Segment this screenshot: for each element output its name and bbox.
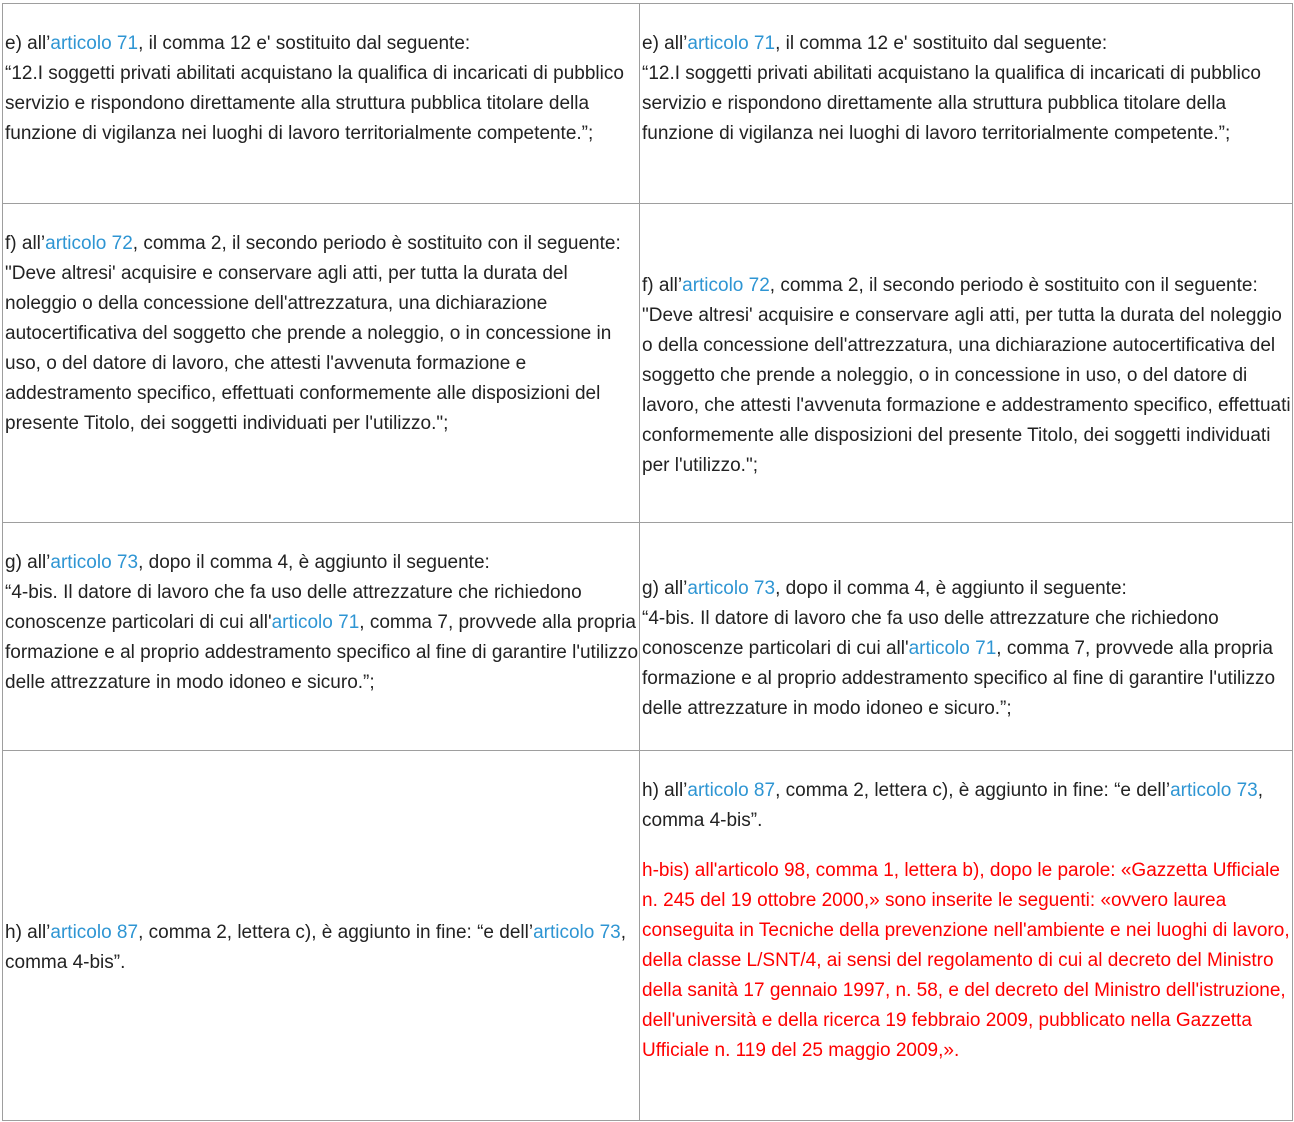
cell-old-text — [3, 204, 640, 523]
clause-text: e) all’articolo 71, il comma 12 e' sostituito dal seguente: “12.I soggetti privati abilitati acquistano la qualifica di incaricati di pubblico servizio e rispondono direttamente alla struttura pubblica titolare della funzione di vigilanza nei luoghi di lavoro territorialmente competente.”; — [642, 33, 1261, 144]
article-link[interactable]: articolo 71 — [50, 33, 139, 54]
comparison-table — [2, 3, 1293, 1121]
article-link[interactable]: articolo 72 — [45, 233, 133, 254]
cell-new-text — [640, 751, 1293, 1121]
clause-text: g) all’articolo 73, dopo il comma 4, è aggiunto il seguente: “4-bis. Il datore di lavoro che fa uso delle attrezzature che richiedono conoscenze particolari di cui all'articolo 71, comma 7, provvede alla propria formazione e al proprio addestramento specifico al fine di garantire l'utilizzo delle attrezzature in modo idoneo e sicuro.”; — [642, 578, 1276, 719]
article-link[interactable]: articolo 73 — [1170, 780, 1258, 801]
clause-text: h) all’articolo 87, comma 2, lettera c), è aggiunto in fine: “e dell’articolo 73, comma 4-bis”. — [642, 780, 1264, 831]
clause-text: e) all’articolo 71, il comma 12 e' sostituito dal seguente: “12.I soggetti privati abilitati acquistano la qualifica di incaricati di pubblico servizio e rispondono direttamente alla struttura pubblica titolare della funzione di vigilanza nei luoghi di lavoro territorialmente competente.”; — [5, 33, 624, 144]
cell-old-text — [3, 4, 640, 204]
clause-text: h) all’articolo 87, comma 2, lettera c), è aggiunto in fine: “e dell’articolo 73, comma 4-bis”. — [5, 922, 627, 973]
article-link[interactable]: articolo 71 — [687, 33, 776, 54]
article-link[interactable]: articolo 72 — [682, 274, 770, 296]
cell-old-text — [3, 523, 640, 751]
cell-new-text — [640, 204, 1293, 523]
clause-text: g) all’articolo 73, dopo il comma 4, è aggiunto il seguente: “4-bis. Il datore di lavoro che fa uso delle attrezzature che richiedono conoscenze particolari di cui all'articolo 71, comma 7, provvede alla propria formazione e al proprio addestramento specifico al fine di garantire l'utilizzo delle attrezzature in modo idoneo e sicuro.”; — [5, 552, 639, 693]
table-row — [3, 523, 1293, 751]
cell-new-text — [640, 523, 1293, 751]
article-link[interactable]: articolo 87 — [687, 780, 776, 801]
clause-text: f) all’articolo 72, comma 2, il secondo periodo è sostituito con il seguente: "Deve altresi' acquisire e conservare agli atti, per tutta la durata del noleggio o della concessione dell'attrezzatura, una dichiarazione autocertificativa del soggetto che prende a noleggio, o in concessione in uso, o del datore di lavoro, che attesti l'avvenuta formazione e addestramento specifico, effettuati conformemente alle disposizioni del presente Titolo, dei soggetti individuati per l'utilizzo."; — [5, 233, 621, 434]
clause-text: f) all’articolo 72, comma 2, il secondo periodo è sostituito con il seguente: "Deve altresi' acquisire e conservare agli atti, per tutta la durata del noleggio o della concessione dell'attrezzatura, una dichiarazione autocertificativa del soggetto che prende a noleggio, o in concessione in uso, o del datore di lavoro, che attesti l'avvenuta formazione e addestramento specifico, effettuati conformemente alle disposizioni del presente Titolo, dei soggetti individuati per l'utilizzo."; — [642, 274, 1291, 476]
article-link[interactable]: articolo 73 — [687, 578, 776, 599]
article-link[interactable]: articolo 71 — [908, 638, 997, 659]
article-link[interactable]: articolo 73 — [533, 922, 621, 943]
table-row — [3, 4, 1293, 204]
article-link[interactable]: articolo 87 — [50, 922, 139, 943]
article-link[interactable]: articolo 73 — [50, 552, 139, 573]
table-row — [3, 751, 1293, 1121]
cell-old-text — [3, 751, 640, 1121]
table-row — [3, 204, 1293, 523]
added-clause-text: h-bis) all'articolo 98, comma 1, lettera b), dopo le parole: «Gazzetta Ufficiale n. 245 del 19 ottobre 2000,» sono inserite le seguenti: «ovvero laurea conseguita in Tecniche della prevenzione nell'ambiente e nei luoghi di lavoro, della classe L/SNT/4, ai sensi del regolamento di cui al decreto del Ministro della sanità 17 gennaio 1997, n. 58, e del decreto del Ministro dell'istruzione, dell'università e della ricerca 19 febbraio 2009, pubblicato nella Gazzetta Ufficiale n. 119 del 25 maggio 2009,». — [642, 860, 1290, 1061]
cell-new-text — [640, 4, 1293, 204]
article-link[interactable]: articolo 71 — [271, 612, 360, 633]
